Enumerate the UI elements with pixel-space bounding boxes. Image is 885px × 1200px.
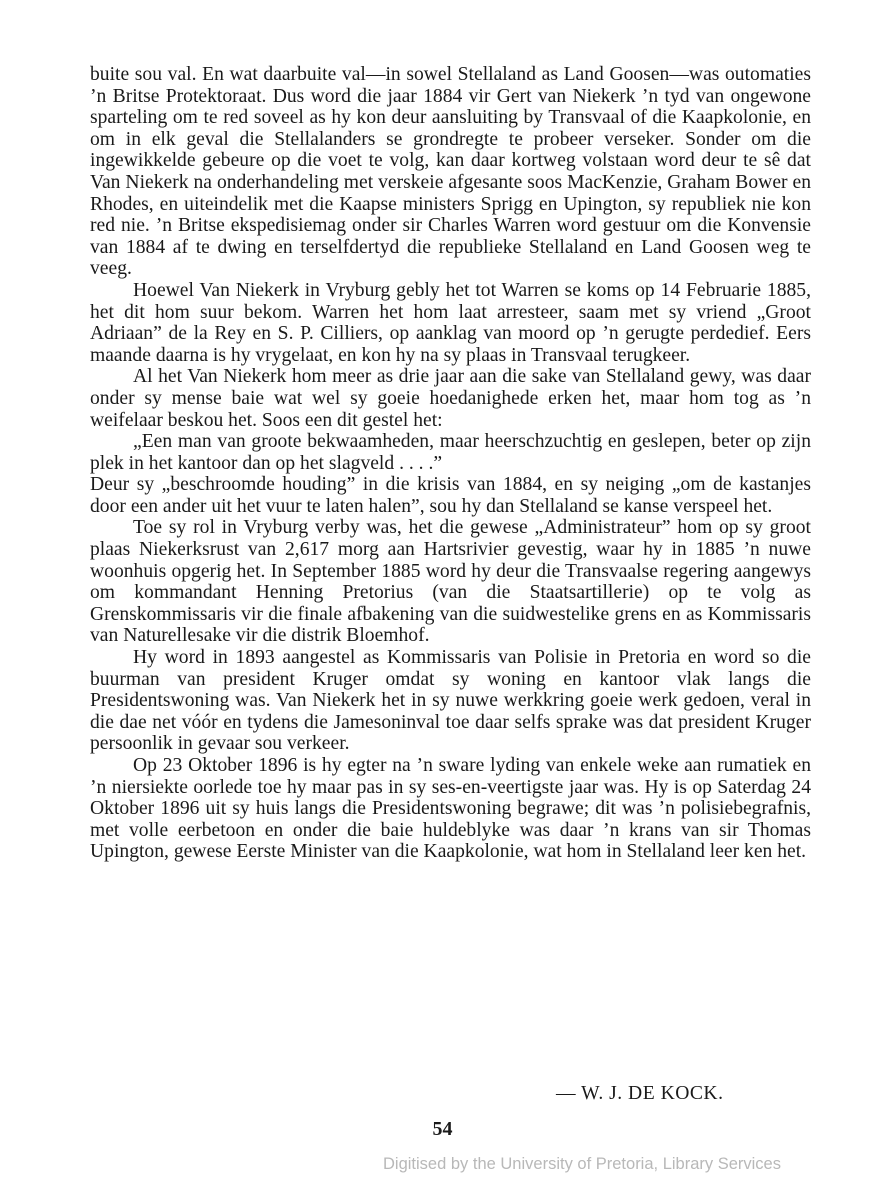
paragraph-5: Toe sy rol in Vryburg verby was, het die gewese „Administrateur” hom op sy groot plaas Niekerksrust van 2,617 morg aan Hartsrivier gevestig, waar hy in 1885 ’n nuwe woonhuis opgerig het. In September 1885 word hy deur die Transvaalse regering aangewys om kommandant Henning Pretorius (van die Staatsartillerie) op te volg as Grenskommissaris vir die finale afbakening van die suidwestelike grens en as Kommissaris van Naturellesake vir die distrik Bloemhof.: [90, 517, 811, 647]
paragraph-6: Hy word in 1893 aangestel as Kommissaris van Polisie in Pretoria en word so die buurman van president Kruger omdat sy woning en kantoor vlak langs die Presidentswoning was. Van Niekerk het in sy nuwe werkkring goeie werk gedoen, veral in die dae net vóór en tydens die Jamesoninval toe daar selfs sprake was dat president Kruger persoonlik in gevaar sou verkeer.: [90, 647, 811, 755]
digitisation-credit: Digitised by the University of Pretoria, Library Services: [383, 1155, 781, 1173]
quotation: „Een man van groote bekwaamheden, maar heerschzuchtig en geslepen, beter op zijn plek in het kantoor dan op het slagveld . . . .”: [90, 431, 811, 474]
paragraph-7: Op 23 Oktober 1896 is hy egter na ’n sware lyding van enkele weke aan rumatiek en ’n niersiekte oorlede toe hy maar pas in sy ses-en-veertigste jaar was. Hy is op Saterdag 24 Oktober 1896 uit sy huis langs die Presidentswoning begrawe; dit was ’n polisiebegrafnis, met volle eerbetoon en onder die baie huldeblyke was daar ’n krans van sir Thomas Upington, gewese Eerste Minister van die Kaapkolonie, wat hom in Stellaland leer ken het.: [90, 755, 811, 863]
paragraph-3: [90, 366, 811, 474]
paragraph-2: Hoewel Van Niekerk in Vryburg gebly het tot Warren se koms op 14 Februarie 1885, het dit hom suur bekom. Warren het hom laat arresteer, saam met sy vriend „Groot Adriaan” de la Rey en S. P. Cilliers, op aanklag van moord op ’n gerugte perdedief. Eers maande daarna is hy vrygelaat, en kon hy na sy plaas in Transvaal terugkeer.: [90, 279, 811, 366]
paragraph-4: Deur sy „beschroomde houding” in die krisis van 1884, en sy neiging „om de kastanjes door een ander uit het vuur te laten halen”, sou hy dan Stellaland se kanse verspeel het.: [90, 474, 811, 517]
page-number: 54: [432, 1118, 453, 1140]
paragraph-1: buite sou val. En wat daarbuite val—in sowel Stellaland as Land Goosen—was outomaties ’n Britse Protektoraat. Dus word die jaar 1884 vir Gert van Niekerk ’n tyd van ongewone sparteling om te red soveel as hy kon deur aansluiting by Transvaal of die Kaapkolonie, en om in elk geval die Stellalanders se grondregte te probeer verseker. Sonder om die ingewikkelde gebeure op die voet te volg, kan daar kortweg volstaan word deur te sê dat Van Niekerk na onderhandeling met verskeie afgesante soos MacKenzie, Graham Bower en Rhodes, en uiteindelik met die Kaapse ministers Sprigg en Upington, sy republiek nie kon red nie. ’n Britse ekspedisiemag onder sir Charles Warren word gestuur om die Konvensie van 1884 af te dwing en terselfdertyd die republieke Stellaland en Land Goosen weg te veeg.: [90, 64, 811, 280]
paragraph-3-text: Al het Van Niekerk hom meer as drie jaar aan die sake van Stellaland gewy, was daar onder sy mense baie wat wel sy goeie hoedanighede erken het, maar hom tog as ’n weifelaar beskou het. Soos een dit gestel het:: [90, 366, 811, 431]
body-text: [90, 64, 811, 863]
author-signature: — W. J. DE KOCK.: [556, 1083, 724, 1104]
